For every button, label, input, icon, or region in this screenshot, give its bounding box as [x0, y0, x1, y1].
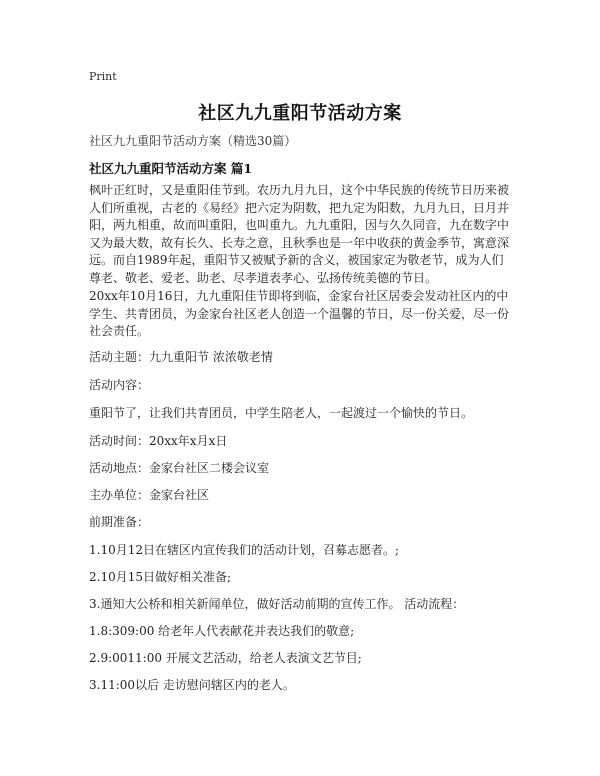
background-paragraph: 20xx年10月16日，九九重阳佳节即将到临，金家台社区居委会发动社区内的中学生、共青团员，为金家台社区老人创造一个温馨的节日，尽一份关爱，尽一份社会责任。 [89, 289, 510, 338]
prep-item-3: 3.通知大公桥和相关新闻单位，做好活动前期的宣传工作。 活动流程： [89, 597, 465, 611]
activity-content-label: 活动内容： [89, 378, 150, 392]
flow-item-2: 2.9:0011:00 开展文艺活动，给老人表演文艺节目; [89, 651, 362, 665]
prep-item-1: 1.10月12日在辖区内宣传我们的活动计划，召募志愿者。; [89, 543, 400, 557]
activity-time: 活动时间：20xx年x月x日 [89, 434, 228, 448]
section-heading: 社区九九重阳节活动方案 篇1 [89, 161, 253, 176]
print-label[interactable]: Print [89, 70, 117, 83]
flow-item-3: 3.11:00以后 走访慰问辖区内的老人。 [89, 678, 295, 692]
prep-label: 前期准备： [89, 515, 150, 529]
document-subtitle: 社区九九重阳节活动方案（精选30篇） [89, 134, 297, 148]
page-title: 社区九九重阳节活动方案 [198, 103, 402, 124]
activity-place: 活动地点：金家台社区二楼会议室 [89, 461, 270, 475]
flow-item-1: 1.8:309:00 给老年人代表献花并表达我们的敬意; [89, 624, 355, 638]
activity-theme: 活动主题：九九重阳节 浓浓敬老情 [89, 350, 273, 364]
prep-item-2: 2.10月15日做好相关准备; [89, 570, 232, 584]
organizer: 主办单位：金家台社区 [89, 488, 210, 502]
intro-paragraph: 枫叶正红时，又是重阳佳节到。农历九月九日，这个中华民族的传统节日历来被人们所重视，古老的《易经》把六定为阴数，把九定为阳数，九月九日，日月并阳，两九相重，故而叫重阳，也叫重九。九九重阳，因与久久同音，九在数字中又为最大数，故有长久、长寿之意，且秋季也是一年中收获的黄金季节，寓意深远。而自1989年起，重阳节又被赋予新的含义，被国家定为敬老节，成为人们尊老、敬老、爱老、助老、尽孝道表孝心、弘扬传统美德的节日。 [89, 183, 510, 285]
activity-content-text: 重阳节了，让我们共青团员，中学生陪老人，一起渡过一个愉快的节日。 [89, 406, 474, 420]
